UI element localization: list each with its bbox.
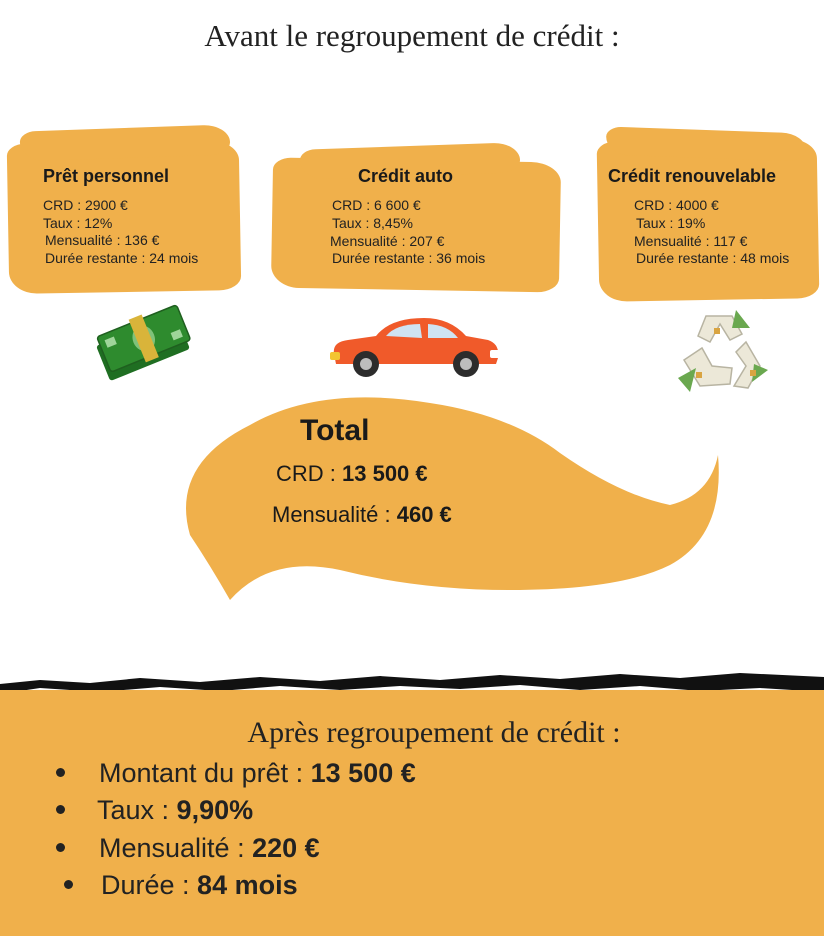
loan-card-background-revolving — [597, 138, 820, 302]
loan-taux: Taux : 8,45% — [332, 215, 413, 231]
after-item-amount — [56, 758, 416, 789]
after-item-rate — [56, 795, 253, 826]
bullet-dot — [64, 880, 73, 889]
after-item-monthly — [56, 833, 320, 864]
after-item-value: 13 500 € — [310, 758, 416, 788]
loan-mensualite: Mensualité : 207 € — [330, 233, 445, 249]
bullet-dot — [56, 768, 65, 777]
after-item-duration — [64, 870, 298, 901]
loan-duree: Durée restante : 36 mois — [332, 250, 486, 266]
loan-crd: CRD : 6 600 € — [332, 197, 421, 213]
loan-card-background-personal — [7, 140, 242, 294]
after-item-value: 9,90% — [176, 795, 254, 825]
after-item-label: Taux : — [97, 795, 177, 825]
money-bills-icon — [88, 300, 198, 384]
loan-taux: Taux : 19% — [636, 215, 706, 231]
loan-title: Prêt personnel — [43, 166, 170, 186]
loan-mensualite: Mensualité : 117 € — [634, 233, 748, 249]
total-crd-value: 13 500 € — [342, 461, 428, 486]
total-title: Total — [300, 414, 370, 447]
loan-mensualite: Mensualité : 136 € — [45, 232, 160, 248]
total-background-blob — [150, 385, 730, 610]
total-crd — [276, 461, 428, 487]
loan-duree: Durée restante : 24 mois — [45, 250, 199, 266]
after-item-label: Montant du prêt : — [99, 758, 311, 788]
after-item-label: Durée : — [101, 870, 198, 900]
loan-crd: CRD : 4000 € — [634, 197, 719, 213]
after-item-value: 220 € — [252, 833, 320, 863]
loan-duree: Durée restante : 48 mois — [636, 250, 790, 266]
after-item-value: 84 mois — [197, 870, 298, 900]
page-title: Avant le regroupement de crédit : — [204, 18, 620, 53]
loan-title: Crédit auto — [358, 166, 454, 186]
loan-taux: Taux : 12% — [43, 215, 113, 231]
car-icon — [328, 312, 504, 380]
loan-title: Crédit renouvelable — [608, 166, 777, 186]
total-mensualite-value: 460 € — [396, 502, 452, 527]
bullet-dot — [56, 843, 65, 852]
after-title: Après regroupement de crédit : — [247, 716, 621, 749]
total-mensualite-label: Mensualité : — [272, 502, 397, 527]
bullet-dot — [56, 805, 65, 814]
after-item-label: Mensualité : — [99, 833, 253, 863]
loan-crd: CRD : 2900 € — [43, 197, 128, 213]
total-crd-label: CRD : — [276, 461, 342, 486]
total-mensualite — [272, 502, 452, 528]
